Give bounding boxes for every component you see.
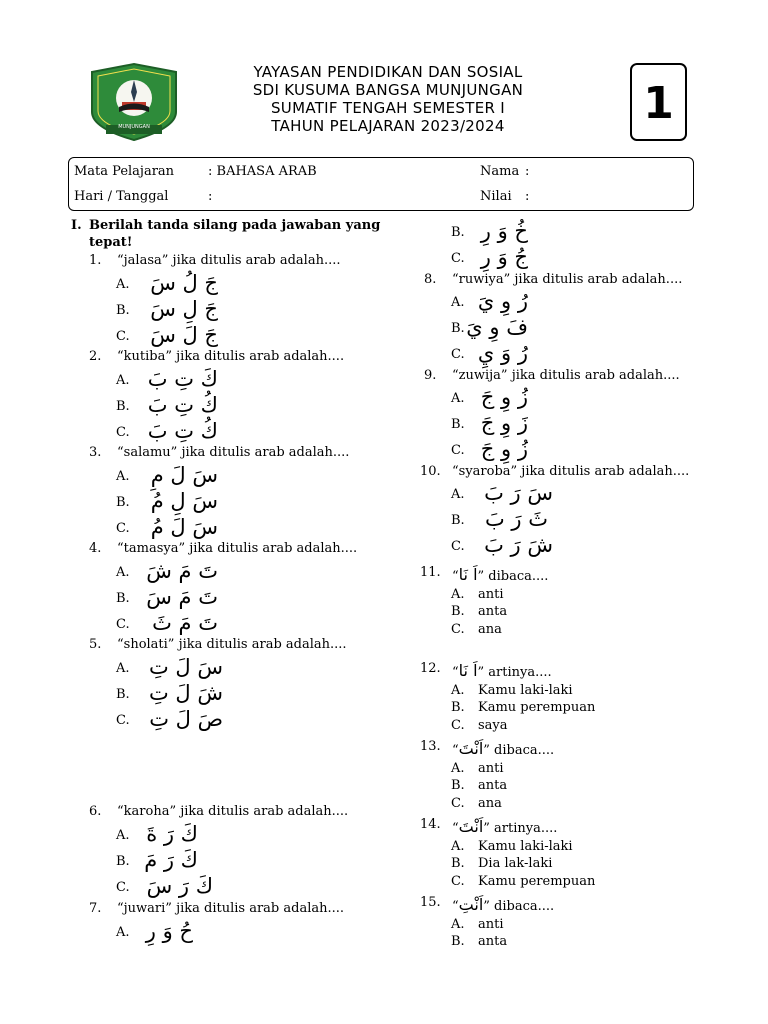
q13-arabic: اَنْتَ <box>458 739 484 758</box>
page-number-box: 1 <box>630 63 687 141</box>
q2-label-c[interactable]: C. <box>116 425 130 440</box>
q15-label-a[interactable]: A. <box>451 917 465 932</box>
section-instruction-1: Berilah tanda silang pada jawaban yang <box>89 218 381 233</box>
q8-option-c[interactable]: رُ وَ يِ <box>477 341 528 365</box>
q10-option-c[interactable]: شَ رَ بَ <box>484 533 553 557</box>
q13-label-b[interactable]: B. <box>451 778 465 793</box>
q9-label-b[interactable]: B. <box>451 417 465 432</box>
q9-label-c[interactable]: C. <box>451 443 465 458</box>
header-title <box>188 63 588 135</box>
subject-label: Mata Pelajaran <box>74 164 175 179</box>
q9-option-a[interactable]: زُ وِ جَ <box>480 385 528 409</box>
question-7: 7. “juwari” jika ditulis arab adalah.... <box>89 901 345 916</box>
q11-label-b[interactable]: B. <box>451 604 465 619</box>
q6-label-b[interactable]: B. <box>116 854 130 869</box>
q3-option-c[interactable]: سَ لَ مُ <box>150 515 218 539</box>
q5-label-a[interactable]: A. <box>116 661 130 676</box>
subject-value: : BAHASA ARAB <box>208 164 317 179</box>
q14-arabic: اَنْتَ <box>458 817 484 836</box>
q8-option-b[interactable]: فَ وِ يَ <box>466 315 528 339</box>
logo-caption: MUNJUNGAN <box>118 124 150 130</box>
q12-option-a[interactable]: Kamu laki-laki <box>478 683 573 698</box>
q5-option-b[interactable]: شَ لَ تِ <box>148 681 223 705</box>
q14-label-b[interactable]: B. <box>451 856 465 871</box>
q12-option-c[interactable]: saya <box>478 718 508 733</box>
q4-option-a[interactable]: تَ مَ شَ <box>146 559 218 583</box>
student-info-box <box>68 157 694 211</box>
q11-option-c[interactable]: ana <box>478 622 502 637</box>
q12-label-c[interactable]: C. <box>451 718 465 733</box>
q15-option-b[interactable]: anta <box>478 934 508 949</box>
q14-option-b[interactable]: Dia lak-laki <box>478 856 553 871</box>
q10-option-a[interactable]: سَ رَ بَ <box>484 481 553 505</box>
q2-option-b[interactable]: كُ تِ بَ <box>147 393 218 417</box>
question-14: 14. “اَنْتَ” artinya.... <box>420 817 558 836</box>
q4-label-b[interactable]: B. <box>116 591 130 606</box>
question-10: 10. “syaroba” jika ditulis arab adalah.... <box>420 464 690 479</box>
q11-arabic: اَ نَا <box>458 565 478 584</box>
q1-label-b[interactable]: B. <box>116 303 130 318</box>
q12-label-b[interactable]: B. <box>451 700 465 715</box>
q13-option-c[interactable]: ana <box>478 796 502 811</box>
name-label: Nama <box>480 164 520 179</box>
q2-option-c[interactable]: كُ تِ بَ <box>147 419 218 443</box>
header-line-2: SDI KUSUMA BANGSA MUNJUNGAN <box>252 81 524 99</box>
q8-label-b[interactable]: B. <box>451 321 465 336</box>
q11-option-a[interactable]: anti <box>478 587 504 602</box>
header-line-1: YAYASAN PENDIDIKAN DAN SOSIAL <box>253 63 523 81</box>
q10-option-b[interactable]: ثَ رَ بَ <box>484 507 548 531</box>
q11-label-a[interactable]: A. <box>451 587 465 602</box>
q1-option-c[interactable]: جَ لَ سَ <box>150 323 218 347</box>
question-6: 6. “karoha” jika ditulis arab adalah.... <box>89 804 349 819</box>
q3-option-b[interactable]: سَ لِ مُ <box>150 489 218 513</box>
question-2: 2. “kutiba” jika ditulis arab adalah.... <box>89 349 345 364</box>
q5-label-b[interactable]: B. <box>116 687 130 702</box>
score-value: : <box>525 189 530 204</box>
q7-label-c[interactable]: C. <box>451 251 465 266</box>
q10-label-c[interactable]: C. <box>451 539 465 554</box>
q7-option-c[interactable]: جُ وَ رِ <box>480 245 528 269</box>
q14-label-a[interactable]: A. <box>451 839 465 854</box>
q14-label-c[interactable]: C. <box>451 874 465 889</box>
question-11: 11. “اَ نَا” dibaca.... <box>420 565 549 584</box>
q8-option-a[interactable]: رُ وِ يَ <box>477 289 528 313</box>
q4-option-c[interactable]: تَ مَ ثَ <box>152 611 218 635</box>
q1-label-a[interactable]: A. <box>116 277 130 292</box>
q13-option-a[interactable]: anti <box>478 761 504 776</box>
q10-label-b[interactable]: B. <box>451 513 465 528</box>
q2-option-a[interactable]: كَ تِ بَ <box>147 367 218 391</box>
q7-label-b[interactable]: B. <box>451 225 465 240</box>
question-9: 9. “zuwija” jika ditulis arab adalah.... <box>424 368 680 383</box>
day-value: : <box>208 189 213 204</box>
q6-option-b[interactable]: كَ رَ مَ <box>144 848 198 872</box>
question-5: 5. “sholati” jika ditulis arab adalah.... <box>89 637 347 652</box>
q4-label-a[interactable]: A. <box>116 565 130 580</box>
school-logo <box>84 62 184 142</box>
q5-label-c[interactable]: C. <box>116 713 130 728</box>
name-value: : <box>525 164 530 179</box>
q13-label-c[interactable]: C. <box>451 796 465 811</box>
section-instruction-2: tepat! <box>89 235 133 250</box>
question-8: 8. “ruwiya” jika ditulis arab adalah.... <box>424 272 683 287</box>
q7-option-b[interactable]: خُ وَ رِ <box>480 219 528 243</box>
q12-arabic: اَ نَا <box>458 661 478 680</box>
q12-option-b[interactable]: Kamu perempuan <box>478 700 596 715</box>
q9-option-b[interactable]: زَ وِ جَ <box>480 411 528 435</box>
q3-label-a[interactable]: A. <box>116 469 130 484</box>
question-4: 4. “tamasya” jika ditulis arab adalah.... <box>89 541 358 556</box>
q15-option-a[interactable]: anti <box>478 917 504 932</box>
question-12: 12. “اَ نَا” artinya.... <box>420 661 552 680</box>
q14-option-a[interactable]: Kamu laki-laki <box>478 839 573 854</box>
q9-option-c[interactable]: زُ وِ جَ <box>480 437 528 461</box>
q13-label-a[interactable]: A. <box>451 761 465 776</box>
q8-label-a[interactable]: A. <box>451 295 465 310</box>
q3-option-a[interactable]: سَ لَ مِ <box>150 463 218 487</box>
q12-label-a[interactable]: A. <box>451 683 465 698</box>
q15-arabic: اَنْتِ <box>458 895 484 914</box>
q6-label-a[interactable]: A. <box>116 828 130 843</box>
q1-option-b[interactable]: جَ لِ سَ <box>150 297 218 321</box>
q7-label-a[interactable]: A. <box>116 925 130 940</box>
header-line-3: SUMATIF TENGAH SEMESTER I <box>270 99 505 117</box>
q9-label-a[interactable]: A. <box>451 391 465 406</box>
q6-label-c[interactable]: C. <box>116 880 130 895</box>
q11-label-c[interactable]: C. <box>451 622 465 637</box>
q13-option-b[interactable]: anta <box>478 778 508 793</box>
question-15: 15. “اَنْتِ” dibaca.... <box>420 895 555 914</box>
q5-option-a[interactable]: سَ لَ تِ <box>148 655 223 679</box>
question-1: 1. “jalasa” jika ditulis arab adalah.... <box>89 253 341 268</box>
q1-option-a[interactable]: جَ لُ سَ <box>150 271 218 295</box>
q1-label-c[interactable]: C. <box>116 329 130 344</box>
q6-option-a[interactable]: كَ رَ ةَ <box>146 822 198 846</box>
q4-label-c[interactable]: C. <box>116 617 130 632</box>
section-number: I. <box>71 218 82 233</box>
question-3: 3. “salamu” jika ditulis arab adalah.... <box>89 445 350 460</box>
q2-label-b[interactable]: B. <box>116 399 130 414</box>
q8-label-c[interactable]: C. <box>451 347 465 362</box>
q3-label-c[interactable]: C. <box>116 521 130 536</box>
q10-label-a[interactable]: A. <box>451 487 465 502</box>
q6-option-c[interactable]: كَ رَ سَ <box>146 874 213 898</box>
q2-label-a[interactable]: A. <box>116 373 130 388</box>
q15-label-b[interactable]: B. <box>451 934 465 949</box>
q11-option-b[interactable]: anta <box>478 604 508 619</box>
q5-option-c[interactable]: صَ لَ تِ <box>149 707 223 731</box>
q14-option-c[interactable]: Kamu perempuan <box>478 874 596 889</box>
q7-option-a[interactable]: حُ وَ رِ <box>145 919 193 943</box>
day-label: Hari / Tanggal <box>74 189 169 204</box>
q4-option-b[interactable]: تَ مَ سَ <box>146 585 218 609</box>
score-label: Nilai <box>480 189 512 204</box>
question-13: 13. “اَنْتَ” dibaca.... <box>420 739 555 758</box>
q3-label-b[interactable]: B. <box>116 495 130 510</box>
header-line-4: TAHUN PELAJARAN 2023/2024 <box>271 117 505 135</box>
